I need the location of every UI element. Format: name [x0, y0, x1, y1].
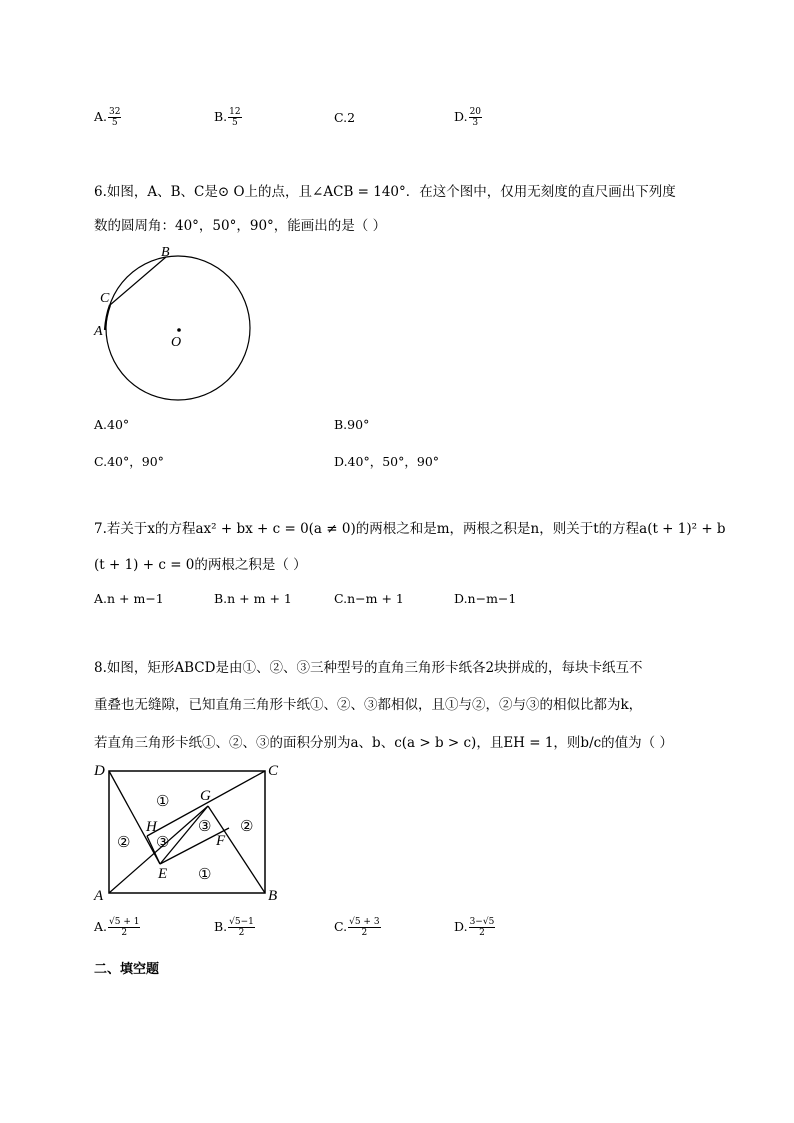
- label-b: B: [268, 888, 278, 904]
- q7-option-a: A.n + m−1: [94, 591, 164, 606]
- q8-line-1: 8.如图，矩形ABCD是由①、②、③三种型号的直角三角形卡纸各2块拼成的，每块卡纸互不: [94, 660, 643, 676]
- label-g: G: [200, 788, 211, 804]
- arc-ac: [105, 305, 110, 330]
- q6-option-a: A.40°: [94, 417, 130, 432]
- circle-o: [106, 256, 250, 400]
- q5-option-a: A. $\frac{32}{5}$: [94, 107, 121, 128]
- q8-line-2: 重叠也无缝隙，已知直角三角形卡纸①、②、③都相似，且①与②，②与③的相似比都为k，: [94, 697, 643, 713]
- piece-2-left: ②: [117, 835, 131, 851]
- center-point: [177, 328, 181, 332]
- piece-1-bottom: ①: [198, 867, 212, 883]
- piece-3-right: ③: [198, 819, 212, 835]
- q8-option-b: B. $\frac{√5-1}{2}$: [214, 917, 254, 938]
- label-f: F: [216, 833, 226, 849]
- label-c: C: [268, 763, 279, 779]
- q6-option-b: B.90°: [334, 417, 370, 432]
- chord-cb: [110, 257, 166, 305]
- q6-option-d: D.40°，50°，90°: [334, 454, 440, 469]
- section-2-title: 二、填空题: [94, 962, 160, 977]
- q6-line-1: 6.如图，A、B、C是⊙ O上的点，且∠ACB = 140°．在这个图中，仅用无刻度的直尺画出下列度: [94, 184, 676, 200]
- q7-option-b: B.n + m + 1: [214, 591, 292, 606]
- q8-option-a: A. $\frac{√5 + 1}{2}$: [94, 917, 140, 938]
- label-e: E: [158, 866, 168, 882]
- q6-line-2: 数的圆周角：40°，50°，90°，能画出的是（ ）: [94, 218, 387, 234]
- q8-option-d: D. $\frac{3-√5}{2}$: [454, 917, 495, 938]
- label-o: O: [171, 335, 182, 350]
- label-c: C: [100, 291, 110, 306]
- label-b: B: [161, 245, 170, 260]
- q7-option-c: C.n−m + 1: [334, 591, 404, 606]
- q7-option-d: D.n−m−1: [454, 591, 517, 606]
- q6-circle-figure: [88, 238, 268, 408]
- q7-line-2: (t + 1) + c = 0的两根之积是（ ）: [94, 557, 307, 573]
- q8-rectangle-figure: [88, 756, 288, 906]
- q8-option-c: C. $\frac{√5 + 3}{2}$: [334, 917, 380, 938]
- label-d: D: [94, 763, 105, 779]
- label-h: H: [146, 819, 157, 835]
- label-a: A: [94, 888, 104, 904]
- piece-1-top: ①: [156, 794, 170, 810]
- q5-option-c: C.2: [334, 110, 356, 125]
- label-a: A: [94, 324, 103, 339]
- piece-3-left: ③: [156, 835, 170, 851]
- q7-line-1: 7.若关于x的方程ax² + bx + c = 0(a ≠ 0)的两根之和是m，两根之积是n，则关于t的方程a(t + 1)² + b: [94, 521, 726, 537]
- piece-2-right: ②: [240, 819, 254, 835]
- q5-option-b: B. $\frac{12}{5}$: [214, 107, 241, 128]
- q8-line-3: 若直角三角形卡纸①、②、③的面积分别为a、b、c(a > b > c)，且EH = 1，则b/c的值为（ ）: [94, 735, 673, 751]
- seg-bg: [208, 806, 265, 893]
- q6-option-c: C.40°，90°: [94, 454, 164, 469]
- q5-option-d: D. $\frac{20}{3}$: [454, 107, 482, 128]
